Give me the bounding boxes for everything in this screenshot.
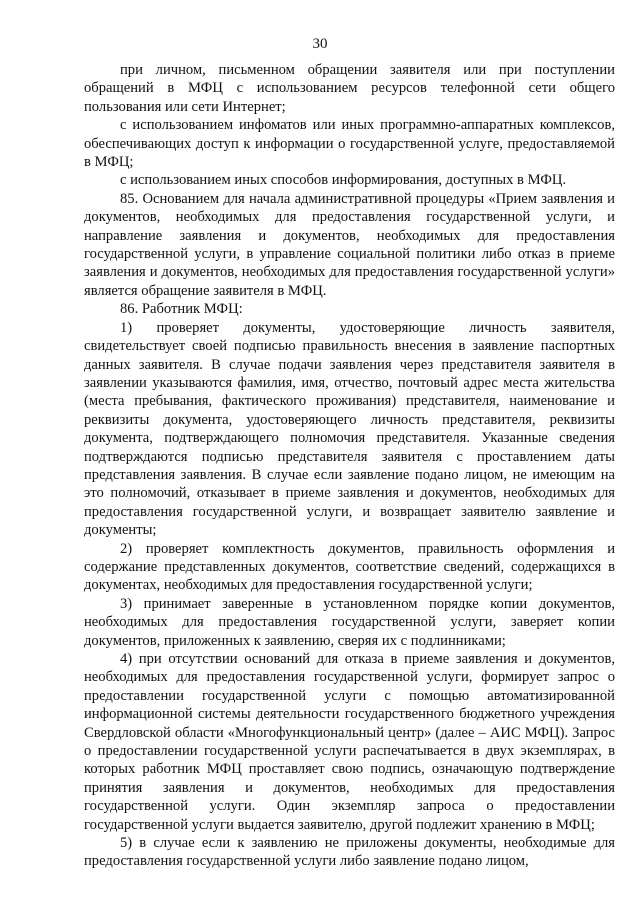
paragraph-86-item-5: 5) в случае если к заявлению не приложены документы, необходимые для предоставления государственной услуги либо заявление подано лицом, bbox=[84, 835, 615, 870]
paragraph-info-other-ways: с использованием иных способов информирования, доступных в МФЦ. bbox=[120, 172, 567, 189]
paragraph-info-kiosks: с использованием инфоматов или иных программно-аппаратных комплексов, обеспечивающих доступ к информации о государственной услуге, предоставляемой в МФЦ; bbox=[84, 117, 615, 171]
paragraph-info-personal-request: при личном, письменном обращении заявителя или при поступлении обращений в МФЦ с использованием ресурсов телефонной сети общего пользования или сети Интернет; bbox=[84, 62, 615, 115]
paragraph-86-item-1: 1) проверяет документы, удостоверяющие личность заявителя, свидетельствует своей подписью правильность внесения в заявление паспортных данных заявителя. В случае подачи заявления через представителя заявителя в заявлении указываются фамилия, имя, отчество, почтовый адрес места жительства (места пребывания, фактического проживания) представителя, наименование и реквизиты документа, удостоверяющего личность представителя, реквизиты документа, подтверждающего полномочия представителя. Указанные сведения подтверждаются подписью представителя заявителя с проставлением даты представления заявления. В случае если заявление подано лицом, не имеющим на это полномочий, отказывает в приеме заявления и документов, необходимых для предоставления государственной услуги, и возвращает заявителю заявление и документы; bbox=[84, 319, 615, 539]
page-number: 30 bbox=[312, 36, 328, 52]
paragraph-86-item-3: 3) принимает заверенные в установленном порядке копии документов, необходимых для предоставления государственной услуги, заверяет копии документов, приложенных к заявлению, сверяя их с подлинниками; bbox=[84, 595, 615, 649]
document-body bbox=[84, 61, 615, 871]
paragraph-86-item-4: 4) при отсутствии оснований для отказа в приеме заявления и документов, необходимых для предоставления государственной услуги, формирует запрос о предоставлении государственной услуги с помощью автоматизированной информационной системы деятельности государственного бюджетного учреждения Свердловской области «Многофункциональный центр» (далее – АИС МФЦ). Запрос о предоставлении государственной услуги распечатывается в двух экземплярах, в которых работник МФЦ проставляет свою подпись, означающую подтверждение принятия заявления и документов, необходимых для предоставления государственной услуги. Один экземпляр запроса о предоставлении государственной услуги выдается заявителю, другой подлежит хранению в МФЦ; bbox=[84, 651, 615, 833]
paragraph-86-item-2: 2) проверяет комплектность документов, правильность оформления и содержание представленных документов, соответствие сведений, содержащихся в документах, необходимых для предоставления государственной услуги; bbox=[84, 540, 615, 594]
paragraph-86: 86. Работник МФЦ: bbox=[120, 301, 243, 318]
paragraph-85: 85. Основанием для начала административной процедуры «Прием заявления и документов, необходимых для предоставления государственной услуги, и направление заявления и документов, необходимых для предоставления государственной услуги, в управление социальной политики либо отказ в приеме заявления и документов, необходимых для предоставления государственной услуги» является обращение заявителя в МФЦ. bbox=[84, 190, 615, 299]
